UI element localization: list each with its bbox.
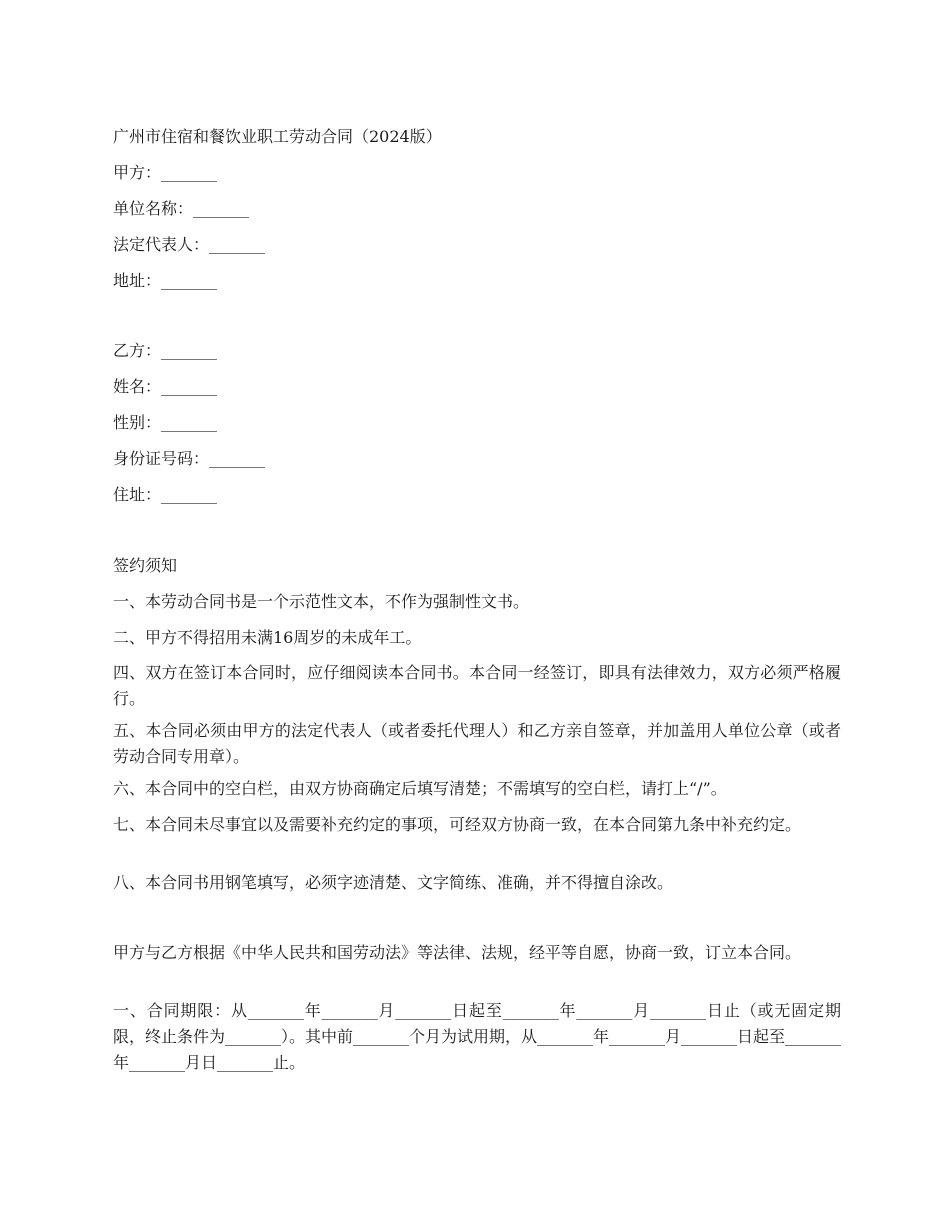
party-a-unit-name: 单位名称：_______ (113, 199, 250, 218)
party-b-name: 姓名：_______ (113, 377, 218, 396)
notice-item: 四、双方在签订本合同时，应仔细阅读本合同书。本合同一经签订，即具有法律效力，双方必须严格履行。 (113, 663, 841, 708)
document-title: 广州市住宿和餐饮业职工劳动合同（2024版） (113, 127, 442, 146)
party-b-address: 住址：_______ (113, 485, 218, 504)
party-a-address: 地址：_______ (113, 271, 218, 290)
party-b-label: 乙方：_______ (113, 341, 218, 360)
notice-item: 一、本劳动合同书是一个示范性文本，不作为强制性文书。 (113, 592, 530, 611)
party-b-id-number: 身份证号码：_______ (113, 449, 266, 468)
notice-item: 八、本合同书用钢笔填写，必须字迹清楚、文字简练、准确，并不得擅自涂改。 (113, 873, 674, 892)
party-a-label: 甲方：_______ (113, 163, 218, 182)
notice-item: 二、甲方不得招用未满16周岁的未成年工。 (113, 628, 422, 647)
party-a-legal-rep: 法定代表人：_______ (113, 235, 266, 254)
contract-intro: 甲方与乙方根据《中华人民共和国劳动法》等法律、法规，经平等自愿，协商一致，订立本合同。 (113, 943, 802, 962)
notice-heading: 签约须知 (113, 556, 178, 575)
notice-item: 五、本合同必须由甲方的法定代表人（或者委托代理人）和乙方亲自签章，并加盖用人单位公章（或者劳动合同专用章）。 (113, 721, 841, 766)
party-b-gender: 性别：_______ (113, 413, 218, 432)
notice-item: 六、本合同中的空白栏，由双方协商确定后填写清楚；不需填写的空白栏，请打上“/”。 (113, 779, 727, 798)
clause-contract-term: 一、合同期限：从_______年_______月_______日起至_______年_______月_______日止（或无固定期限，终止条件为_______）。其中前_______个月为试用期，从_______年_______月_______日起至_______年_______月日_______止。 (113, 1001, 842, 1072)
notice-item: 七、本合同未尽事宜以及需要补充约定的事项，可经双方协商一致，在本合同第九条中补充约定。 (113, 815, 802, 834)
